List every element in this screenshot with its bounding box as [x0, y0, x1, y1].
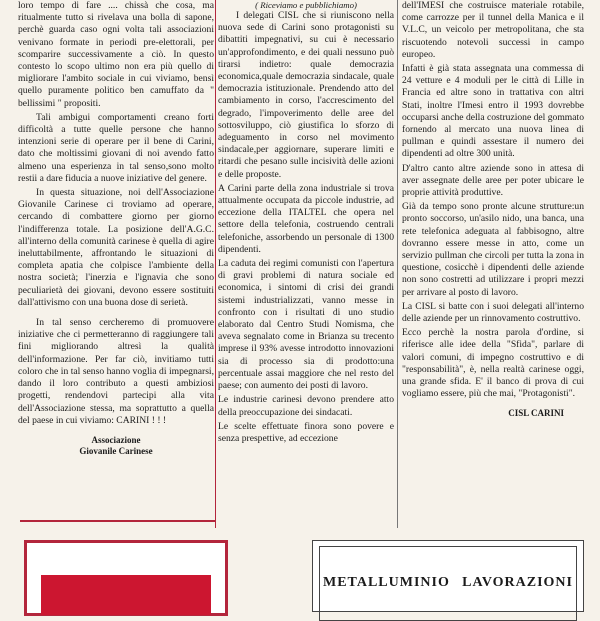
column-associazione [18, 0, 214, 528]
paragraph: D'altro canto altre aziende sono in attesa di aver assegnate delle aree per poter ubicare le proprie attività produttive. [402, 162, 584, 199]
paragraph: La CISL si batte con i suoi delegati all'interno delle aziende per un rinnovamento costruttivo. [402, 300, 584, 325]
signature-line: Giovanile Carinese [79, 445, 153, 456]
ad-title: METALLUMINIO LAVORAZIONI [323, 575, 573, 590]
column-divider-red [215, 0, 216, 528]
advertisement-box-metalluminio [312, 540, 584, 612]
paragraph: Ecco perchè la nostra parola d'ordine, si riferisce alle idee della "Sfida", parlare di valori comuni, di impegno costruttivo e di "responsabilità", è, nella realtà carinese oggi, una grande sfida. E' il banco di prova di cui vogliamo essere, più che mai, "Protagonisti". [402, 327, 584, 400]
paragraph: I delegati CISL che si riuniscono nella nuova sede di Carini sono protagonisti su dibattiti impegnativi, su cui è necessario un'approfondimento, e dei quali nessuno può tirarsi indietro: quale democrazia economica,quale democrazia sindacale, quale democrazia istituzionale. Prendendo atto del cambiamento in corso, l'accrescimento del degrado, l'impoverimento delle aree del sottosviluppo, ciò giustifica lo sforzo di adeguamento in corso nel movimento sindacale,per aggiornare, superare limiti e ritardi che pesano sulle incisività delle azioni e delle proposte. [218, 10, 394, 180]
column-bottom-rule [20, 520, 216, 522]
column-cisl [218, 0, 394, 528]
column-divider [397, 0, 398, 528]
paragraph: A Carini parte della zona industriale si trova attualmente occupata da piccole industrie, ad eccezione della ITALTEL che opera nel settore della telefonia, costruendo centrali telefoniche, assorbendo un personale di 1300 dipendenti. [218, 182, 394, 255]
paragraph: dell'IMESI che costruisce materiale rotabile, come carrozze per il tunnel della Manica e il V.L.C, un veicolo per metropolitana, che sta riscuotendo notevoli successi in campo europeo. [402, 0, 584, 60]
paragraph: In questa situazione, noi dell'Associazione Giovanile Carinese ci troviamo ad operare, cercando di combattere giorno per giorno l'indifferenza totale. La posizione dell'A.G.C. all'interno della comunità carinese è quella di agire ineluttabilmente, affrontando le situazioni di completa apatia che colpisce l'ambiente della nostra società; l'inerzia e l'ignavia che sono peculiarietà dei giovani, devono essere sostituiti dall'attivismo con una buona dose di serietà. [18, 187, 214, 308]
paragraph: La caduta dei regimi comunisti con l'apertura di gravi problemi di natura sociale ed economica, i sintomi di crisi dei grandi sistemi industrializzati, vanno messe in confronto con i risultati di uno studio elaborato dal Centro Studi Nomisma, che aveva segnalato come in Brianza su trecento imprese il 93% avesse introdotto innovazioni sia di processo sia di prodotto:una percentuale assai maggiore che nel resto del paese; con aumento dei posti di lavoro. [218, 258, 394, 392]
paragraph: Le industrie carinesi devono prendere atto della preoccupazione dei sindacati. [218, 394, 394, 418]
paragraph: Le scelte effettuate finora sono povere e senza prespettive, ad eccezione [218, 420, 394, 444]
paragraph: loro tempo di fare .... chissà che cosa, ma ritualmente tutto si rivelava una bolla di sapone, perchè guarda caso ogni volta tali associazioni venivano formate in periodi pre-elettorali, per scomparire successivamente a ciò. In questo contesto lo scopo ultimo non era più quello di migliorare l'ambito sociale in cui viviamo, bensì quello puramente politico ben camuffato da " bellissimi " propositi. [18, 0, 214, 109]
signature-line: Associazione [91, 434, 141, 445]
ad-red-block [41, 575, 211, 615]
paragraph: Infatti è già stata assegnata una commessa di 24 vetture e 4 moduli per le città di Lille in Francia ed altre sono in trattativa con altri Stati, inoltre l'Imesi entro il 1993 dovrebbe occuparsi anche della costruzione del gommato fornendo al mercato una nuova linea di pullman e quindi assestare il numero dei dipendenti ad oltre 300 unità. [402, 63, 584, 160]
signature-cisl: CISL CARINI [508, 407, 564, 418]
advertisement-box-red [24, 540, 228, 616]
paragraph: Tali ambigui comportamenti creano forti difficoltà a tutte quelle persone che hanno intenzioni serie di operare per il bene di Carini, dato che moltissimi giovani di noi avendo fatto almeno una esperienza in tal senso,sono molto restii a dare fiducia a nuove iniziative del genere. [18, 111, 214, 184]
column-imesi [402, 0, 584, 528]
editorial-note: ( Riceviamo e pubblichiamo) [255, 0, 357, 10]
paragraph: Già da tempo sono pronte alcune strutture:un pronto soccorso, un'asilo nido, una banca, una rete telefonica adeguata al fabbisogno, altre dovranno essere messe in atto, come un servizio pullman che circoli per tutta la zona in questione, cosicchè i dipendenti delle aziende non sono costretti ad utilizzare i propri mezzi per arrivare al posto di lavoro. [402, 201, 584, 298]
paragraph: In tal senso cercheremo di promuovere iniziative che ci permetteranno di raggiungere tali fini migliorando altresì la qualità dell'informazione. Per far ciò, invitiamo tutti coloro che in tal senso hanno voglia di impegnarsi, dando il loro contributo a questi ambiziosi progetti, rendendovi partecipi alla vita dell'Associazione stessa, ma soprattutto a quella del paese in cui viviamo: CARINI ! ! ! [18, 317, 214, 426]
